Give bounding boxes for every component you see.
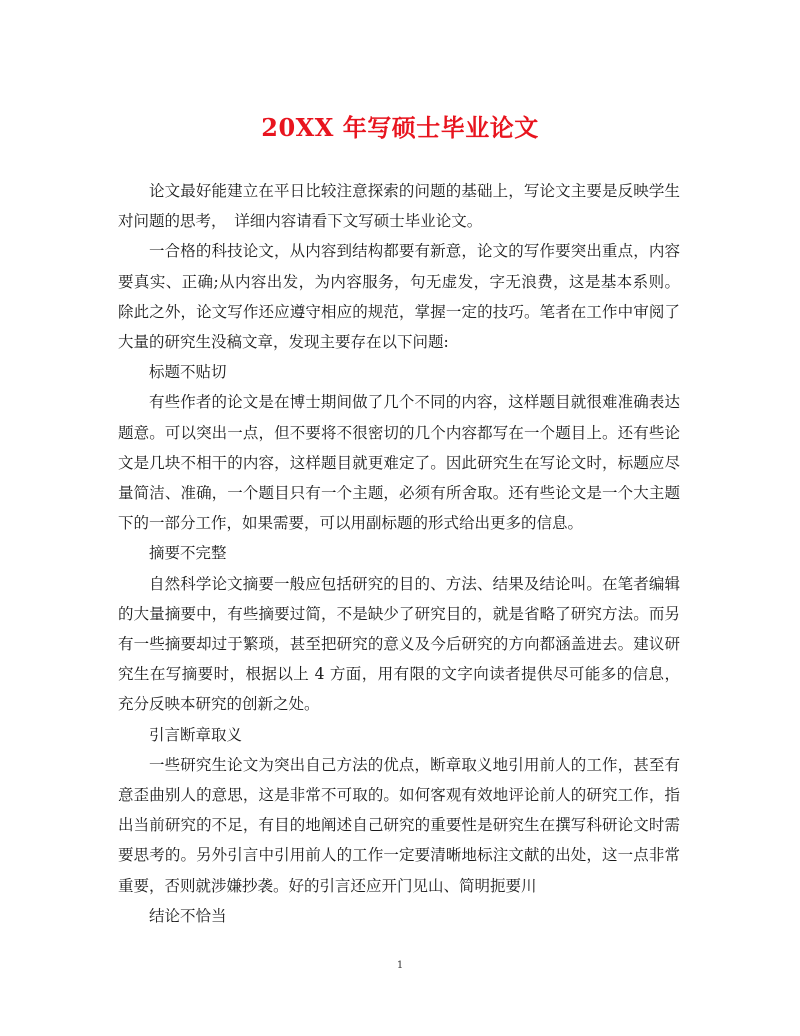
paragraph-overview: 一合格的科技论文，从内容到结构都要有新意，论文的写作要突出重点，内容要真实、正确;从内容出发，为内容服务，句无虚发，字无浪费，这是基本系则。除此之外，论文写作还应遵守相应的规范，掌握一定的技巧。笔者在工作中审阅了大量的研究生没稿文章，发现主要存在以下问题:	[118, 242, 680, 352]
document-title: 20XX 年写硕士毕业论文	[261, 113, 539, 142]
section-heading-conclusion: 结论不恰当	[149, 906, 227, 925]
paragraph-abstract-issues: 自然科学论文摘要一般应包括研究的目的、方法、结果及结论叫。在笔者编辑的大量摘要中，有些摘要过简，不是缺少了研究目的，就是省略了研究方法。而另有一些摘要却过于繁琐，甚至把研究的意义及今后研究的方向都涵盖进去。建议研究生在写摘要时，根据以上 4 方面，用有限的文字向读者提供尽可能多的信息，充分反映本研究的创新之处。	[118, 574, 680, 714]
paragraph-intro: 论文最好能建立在平日比较注意探索的问题的基础上，写论文主要是反映学生对问题的思考， 详细内容请看下文写硕士毕业论文。	[118, 182, 680, 231]
paragraph-title-issues: 有些作者的论文是在博士期间做了几个不同的内容，这样题目就很难准确表达题意。可以突出一点，但不要将不很密切的几个内容都写在一个题目上。还有些论文是几块不相干的内容，这样题目就更难定了。因此研究生在写论文时，标题应尽量简洁、准确，一个题目只有一个主题，必须有所舍取。还有些论文是一个大主题下的一部分工作，如果需要，可以用副标题的形式给出更多的信息。	[118, 393, 680, 533]
section-heading-introduction: 引言断章取义	[149, 725, 243, 744]
section-heading-abstract: 摘要不完整	[149, 544, 227, 563]
document-body	[118, 176, 680, 931]
page-number: 1	[396, 960, 404, 971]
paragraph-introduction-issues: 一些研究生论文为突出自己方法的优点，断章取义地引用前人的工作，甚至有意歪曲别人的意思，这是非常不可取的。如何客观有效地评论前人的研究工作，指出当前研究的不足，有目的地阐述自己研究的重要性是研究生在撰写科研论文时需要思考的。另外引言中引用前人的工作一定要清晰地标注文献的出处，这一点非常重要，否则就涉嫌抄袭。好的引言还应开门见山、简明扼要川	[118, 755, 680, 895]
section-heading-title: 标题不贴切	[149, 363, 227, 382]
